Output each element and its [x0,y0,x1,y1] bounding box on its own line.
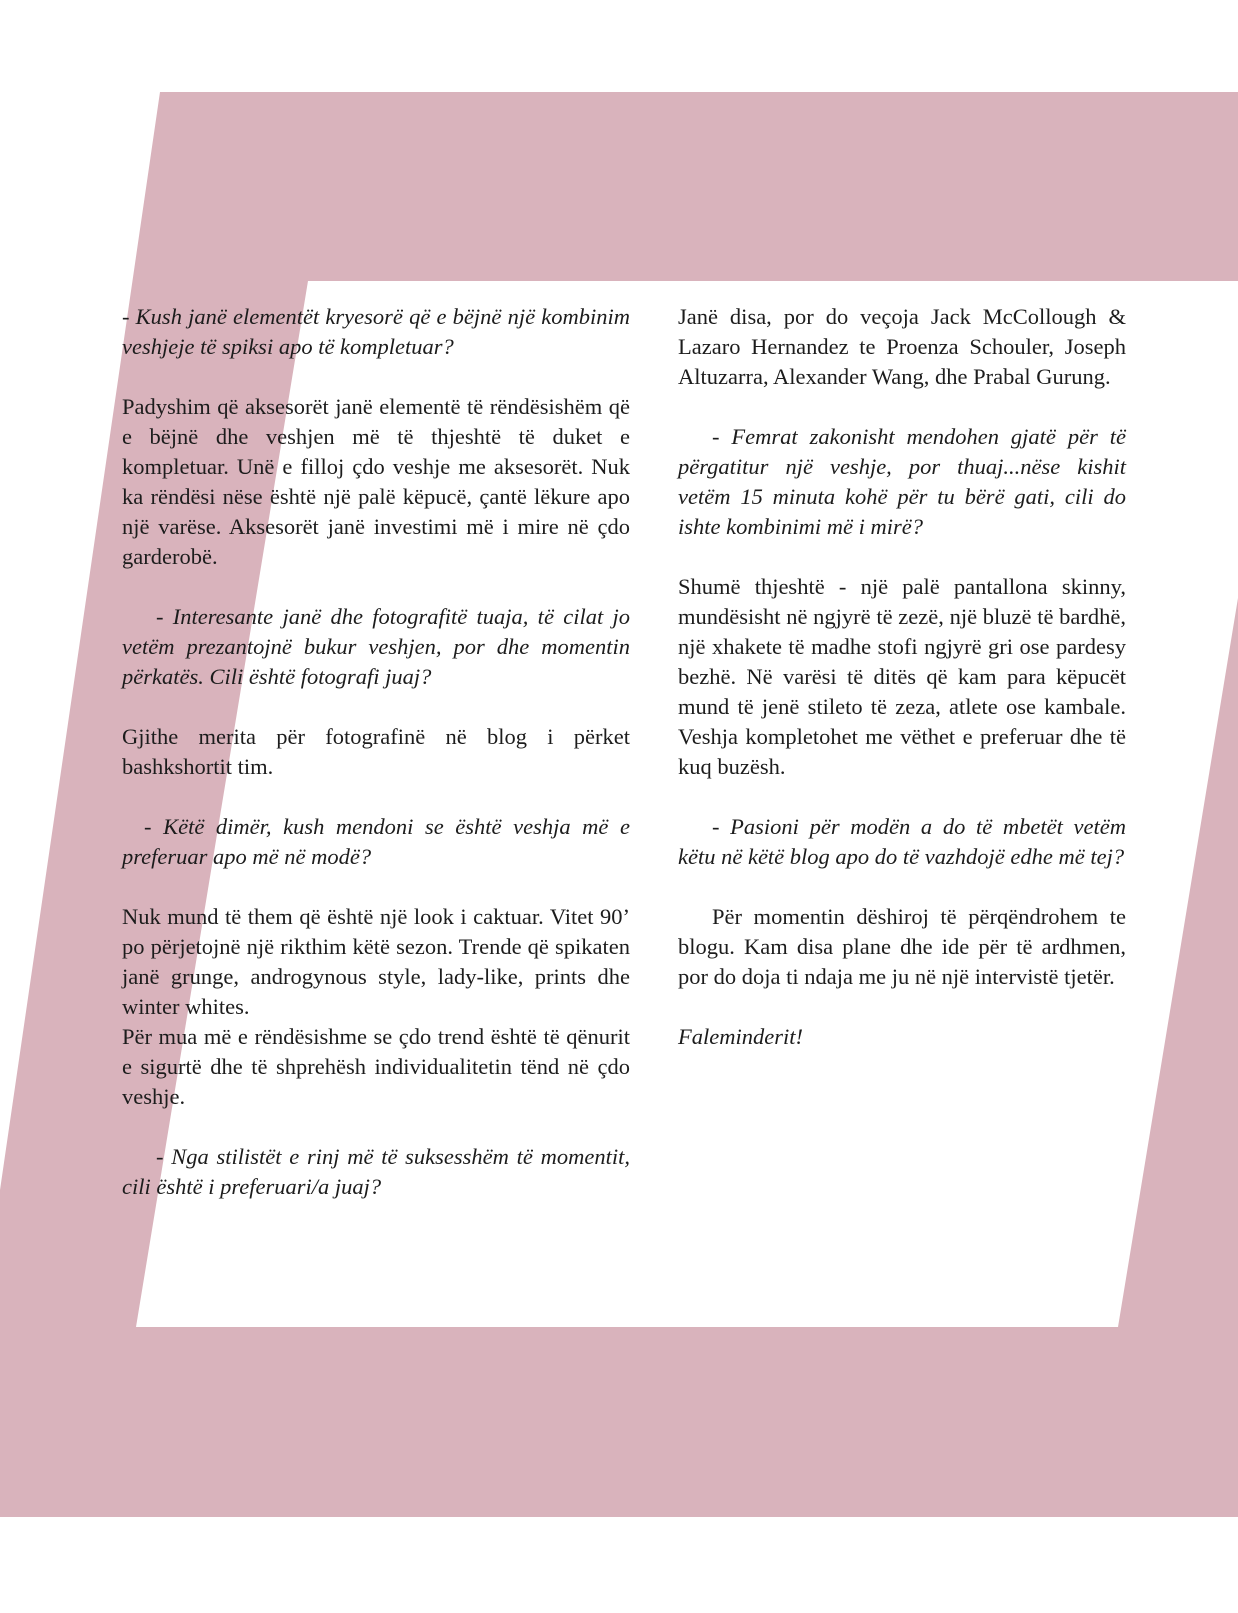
answer-4: Janë disa, por do veçoja Jack McCollough & Lazaro Hernandez te Proenza Schouler, Joseph Altuzarra, Alexander Wang, dhe Prabal Gurung. [678,304,1126,389]
question-6: - Pasioni për modën a do të mbetët vetëm këtu në këtë blog apo do të vazhdojë edhe më tej? [678,814,1126,869]
answer-3: Nuk mund të them që është një look i caktuar. Vitet 90’ po përjetojnë një rikthim këtë sezon. Trende që spikaten janë grunge, androgynous style, lady-like, prints dhe winter whites. [122,904,630,1019]
right-column [678,302,1126,1082]
question-4: - Nga stilistët e rinj më të suksesshëm të momentit, cili është i preferuari/a juaj? [122,1144,630,1199]
answer-3-continued: Për mua më e rëndësishme se çdo trend është të qënurit e sigurtë dhe të shprehësh individualitetin tënd në çdo veshje. [122,1024,630,1109]
answer-5: Shumë thjeshtë - një palë pantallona skinny, mundësisht në ngjyrë të zezë, një bluzë të bardhë, një xhakete të madhe stofi ngjyrë gri ose pardesy bezhë. Në varësi të ditës që kam para këpucët mund të jenë stileto të zeza, atlete ose kambale. Veshja kompletohet me vëthet e preferuar dhe të kuq buzësh. [678,574,1126,779]
closing-thanks: Faleminderit! [678,1024,803,1049]
question-3: - Këtë dimër, kush mendoni se është veshja më e preferuar apo më në modë? [122,814,630,869]
answer-1: Padyshim që aksesorët janë elementë të rëndësishëm që e bëjnë dhe veshjen më të thjeshtë të duket e kompletuar. Unë e filloj çdo veshje me aksesorët. Nuk ka rëndësi nëse është një palë këpucë, çantë lëkure apo një varëse. Aksesorët janë investimi më i mire në çdo garderobë. [122,394,630,569]
question-2: - Interesante janë dhe fotografitë tuaja, të cilat jo vetëm prezantojnë bukur veshjen, por dhe momentin përkatës. Cili është fotografi juaj? [122,604,630,689]
question-5: - Femrat zakonisht mendohen gjatë për të përgatitur një veshje, por thuaj...nëse kishit vetëm 15 minuta kohë për tu bërë gati, cili do ishte kombinimi më i mirë? [678,424,1126,539]
left-column [122,302,630,1232]
question-1: - Kush janë elementët kryesorë që e bëjnë një kombinim veshjeje të spiksi apo të kompletuar? [122,304,630,359]
answer-6: Për momentin dëshiroj të përqëndrohem te blogu. Kam disa plane dhe ide për të ardhmen, por do doja ti ndaja me ju në një intervistë tjetër. [678,904,1126,989]
answer-2: Gjithe merita për fotografinë në blog i përket bashkshortit tim. [122,724,630,779]
